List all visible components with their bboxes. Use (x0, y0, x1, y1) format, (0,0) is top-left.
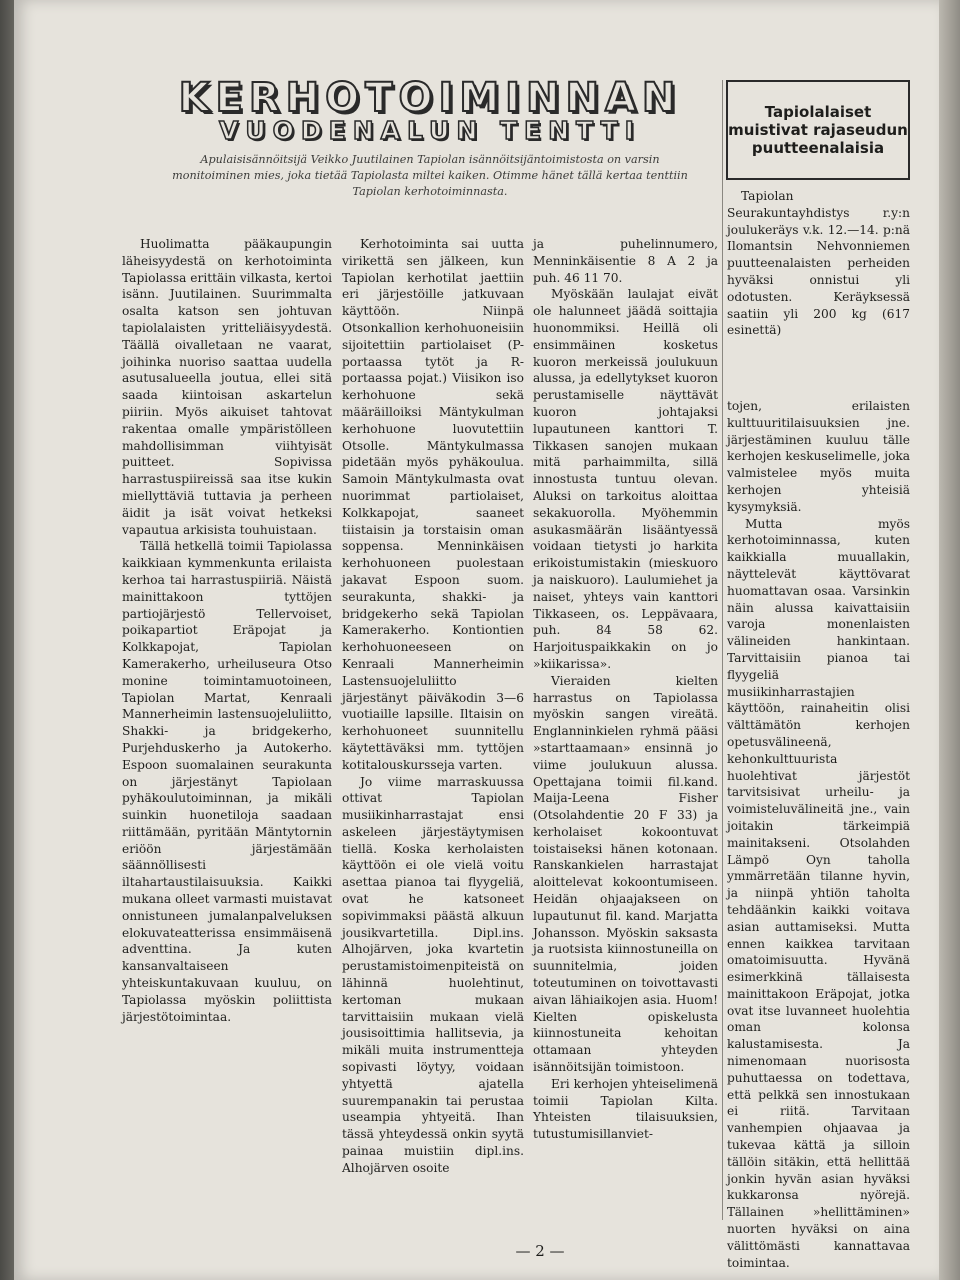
paragraph: Myöskään laulajat eivät ole halunneet jäädä soittajia huonommiksi. Heillä oli ensimmäinen kosketus kuoron merkeissä joulukuun alussa, ja edellytykset kuoron perustamiselle näyttävät kuoron johtajaksi lupautuneen kanttori T. Tikkasen sanojen mukaan mitä parhaimmilta, sillä innostusta tuntuu olevan. Aluksi on tarkoitus aloittaa sekakuorolla. Myöhemmin asukasmäärän lisääntyessä voidaan tietysti jo harkita erikoistumistakin (mieskuoro ja naiskuoro). Laulumiehet ja naiset, yhteys vain kanttori Tikkaseen, os. Leppävaara, puh. 84 58 62. Harjoituspaikkakin on jo »kiikarissa». (533, 287, 718, 671)
paragraph: Jo viime marraskuussa ottivat Tapiolan musiikinharrastajat ensi askeleen järjestäytymisen tiellä. Koska kerholaisten käyttöön ei ole vielä voitu asettaa pianoa tai flyygeliä, ovat he katsoneet sopivimmaksi päästä alkuun jousikvartetilla. Dipl.ins. Alhojärven, joka kvartetin perustamistoimenpiteistä on lähinnä huolehtinut, kertoman mukaan tarvittaisiin mukaan vielä jousisoittimia hallitsevia, ja mikäli muita instrumentteja sopivasti löytyy, voidaan yhtyettä ajatella suurempanakin tai perustaa useampia yhtyeitä. Ihan tässä yhteydessä onkin syytä painaa muistiin dipl.ins. Alhojärven osoite (342, 774, 524, 1175)
paragraph: Kerhotoiminta sai uutta virikettä sen jälkeen, kun Tapiolan kerhotilat jaettiin eri järjestöille jatkuvaan käyttöön. Niinpä Otsonkallion kerhohuoneisiin sijoitettiin partiolaiset (P-portaassa tytöt ja R-portaassa pojat.) Viisikon iso kerhohuone sekä määräilloiksi Mäntykulman kerhohuone luovutettiin Otsolle. Mäntykulmassa pidetään myös pyhäkoulua. Samoin Mäntykulmasta ovat nuorimmat partiolaiset, Kolkkapojat, saaneet tiistaisin ja torstaisin oman soppensa. Menninkäisen kerhohuoneen puolestaan jakavat Espoon suom. seurakunta, shakki- ja bridgekerho sekä Tapiolan Kamerakerho. Kontiontien kerhohuoneeseen on Kenraali Mannerheimin Lastensuojeluliitto järjestänyt päiväkodin 3—6 vuotiaille lapsille. Iltaisin on kerhohuoneet suunnitellu käytettäväksi mm. tyttöjen kotitalouskursseja varten. (342, 237, 524, 772)
paragraph: tojen, erilaisten kulttuuritilaisuuksien jne. järjestäminen kuuluu tälle kerhojen keskuselimelle, joka valmistelee myös muita kerhojen yhteisiä kysymyksiä. (727, 399, 910, 514)
article-intro: Apulaisisännöitsijä Veikko Juutilainen Tapiolan isännöitsijäntoimistosta on varsin monitoiminen mies, joka tietää Tapiolasta miltei kaiken. Otimme hänet tällä kertaa tenttiin Tapiolan kerhotoiminnasta. (172, 153, 688, 198)
paragraph: Tapiolan Seurakuntayhdistys r.y:n joulukeräys v.k. 12.—14. p:nä Ilomantsin Nehvonniemen puutteenalaisten perheiden hyväksi onnistui yli odotusten. Keräyksessä saatiin yli 200 kg (617 esinettä) (727, 189, 910, 338)
sidebar-title: Tapiolalaiset muistivat rajaseudun puutteenalaisia (728, 103, 908, 157)
article-title: KERHOTOIMINNAN (178, 75, 682, 121)
paragraph: Tällä hetkellä toimii Tapiolassa kaikkiaan kymmenkunta erilaista kerhoa tai harrastuspiiriä. Näistä mainittakoon tyttöjen partiojärjestö Tellervoiset, poikapartiot Eräpojat ja Kolkkapojat, Tapiolan Kamerakerho, urheiluseura Otso monine toimintamuotoineen, Tapiolan Martat, Kenraali Mannerheimin lastensuojeluliitto, Shakki- ja bridgekerho, Purjehduskerho ja Autokerho. Espoon suomalainen seurakunta on järjestänyt Tapiolaan pyhäkoulutoiminnan, ja mikäli suinkin huonetiloja saadaan riittämään, pyritään Mäntytornin eriöön järjestämään säännöllisesti iltahartaustilaisuuksia. Kaikki mukana olleet varmasti muistavat onnistuneen jumalanpalveluksen elokuvateatterissa ensimmäisenä adventtina. Ja kuten kansanvaltaiseen yhteiskuntakuvaan kuuluu, on Tapiolassa myöskin poliittista järjestötoimintaa. (122, 539, 332, 1024)
column-divider (722, 80, 723, 1220)
sidebar-body (727, 188, 910, 339)
paragraph: ja puhelinnumero, Menninkäisentie 8 A 2 ja puh. 46 11 70. (533, 237, 718, 285)
paragraph: Eri kerhojen yhteiselimenä toimii Tapiolan Kilta. Yhteisten tilaisuuksien, tutustumisillanviet- (533, 1076, 718, 1142)
text-column-1 (122, 236, 332, 1226)
article-subtitle: VUODENALUN TENTTI (218, 116, 641, 145)
page-number: — 2 — (515, 1242, 565, 1260)
text-column-3 (533, 236, 718, 1226)
text-column-2 (342, 236, 524, 1226)
sidebar-box (726, 80, 910, 180)
text-column-4 (727, 398, 910, 1270)
paragraph: Mutta myös kerhotoiminnassa, kuten kaikkialla muuallakin, näyttelevät käyttövarat huomattavan osaa. Varsinkin näin alussa kaivattaisiin varoja monenlaisten välineiden hankintaan. Tarvittaisiin pianoa tai flyygeliä musiikinharrastajien käyttöön, rainaheitin olisi välttämätön kerhojen opetusvälineenä, kehonkulttuurista huolehtivat järjestöt tarvitsisivat urheilu- ja voimisteluvälineitä jne., vain joitakin tärkeimpiä mainitakseni. Otsolahden Lämpö Oyn taholla ymmärretään tilanne hyvin, ja niinpä yhtiön taholta tehdäänkin kaikki voitava asian auttamiseksi. Mutta ennen kaikkea tarvitaan omatoimisuutta. Hyvänä esimerkkinä tällaisesta mainittakoon Eräpojat, jotka ovat itse luvanneet huolehtia oman kolonsa kalustamisesta. Ja nimenomaan nuorisosta puhuttaessa on todettava, että pelkkä sen innostukaan ei riitä. Tarvitaan vanhempien ohjaavaa ja tukevaa kättä ja silloin tällöin sitäkin, että hellittää jonkin hyvän asian hyväksi kukkaronsa nyörejä. Tällainen »hellittäminen» nuorten hyväksi on aina välittömästi kannattavaa toimintaa. (727, 516, 910, 1270)
paragraph: Huolimatta pääkaupungin läheisyydestä on kerhotoiminta Tapiolassa erittäin vilkasta, kertoi isänn. Juutilainen. Suurimmalta osalta katson sen johtuvan tapiolalaisten yritteliäisyydestä. Täällä oivalletaan ne vaarat, joihinka nuoriso saattaa uudella asutusalueella joutua, ellei sitä saada kiintoisan askartelun piiriin. Myös aikuiset tahtovat rakentaa omalle ympäristölleen mahdollisimman viihtyisät puitteet. Sopivissa harrastuspiireissä saa itse kukin miellyttäviä tuttavia ja perheen äidit ja isät voivat hetkeksi vapautua arkisista touhuistaan. (122, 237, 332, 537)
paragraph: Vieraiden kielten harrastus on Tapiolassa myöskin sangen vireätä. Englanninkielen ryhmä pääsi »starttaamaan» ensinnä jo viime joulukuun alussa. Opettajana toimii fil.kand. Maija-Leena Fisher (Otsolahdentie 20 F 33) ja kerholaiset kokoontuvat toistaiseksi hänen kotonaan. Ranskankielen harrastajat aloittelevat kokoontumiseen. Heidän ohjaajakseen on lupautunut fil. kand. Marjatta Johansson. Myöskin saksasta ja ruotsista kiinnostuneilla on suunnitelmia, joiden toteutuminen on toivottavasti aivan lähiaikojen asia. Huom! Kielten opiskelusta kiinnostuneita kehoitan ottamaan yhteyden isännöitsijän toimistoon. (533, 673, 718, 1075)
